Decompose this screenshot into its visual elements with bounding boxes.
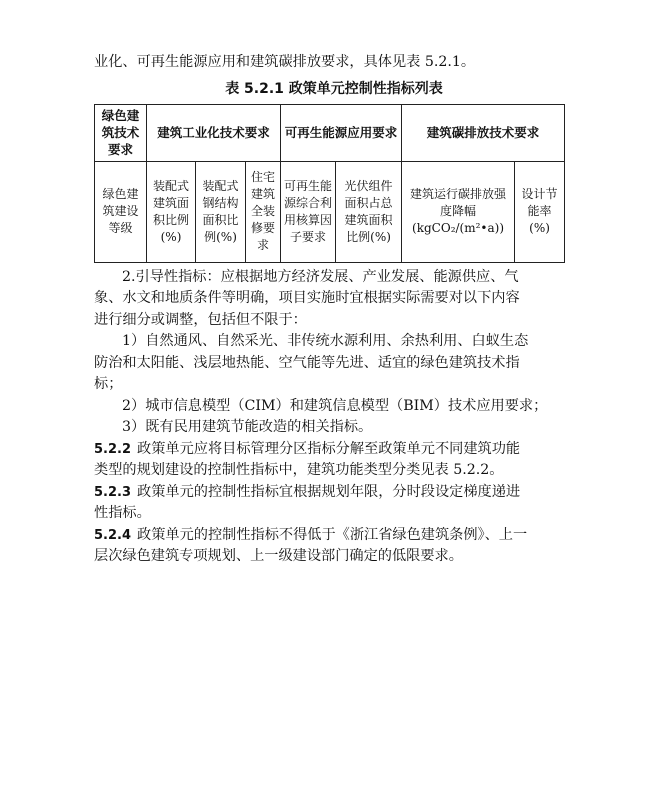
paragraph-line: 1）自然通风、自然采光、非传统水源利用、余热利用、白蚁生态 bbox=[122, 333, 529, 349]
paragraph-line: 2）城市信息模型（CIM）和建筑信息模型（BIM）技术应用要求； bbox=[122, 397, 548, 414]
paragraph-line: 2.引导性指标：应根据地方经济发展、产业发展、能源供应、气 bbox=[122, 268, 519, 285]
table-cell: 绿色建筑建设等级 bbox=[95, 161, 147, 262]
section-number: 5.2.3 bbox=[94, 484, 132, 500]
table-row bbox=[95, 161, 565, 262]
paragraph-line: 防治和太阳能、浅层地热能、空气能等先进、适宜的绿色建筑技术指 bbox=[94, 354, 520, 371]
section-5-2-3 bbox=[94, 482, 564, 525]
table-cell: 住宅建筑全装修要求 bbox=[246, 161, 281, 262]
indicator-table bbox=[94, 104, 565, 263]
table-cell: 建筑运行碳排放强度降幅(kgCO₂/(m²•a)) bbox=[402, 161, 515, 262]
table-cell: 装配式钢结构面积比例(%) bbox=[196, 161, 246, 262]
header-green-building: 绿色建筑技术要求 bbox=[95, 104, 147, 161]
document-page bbox=[94, 52, 564, 568]
section-number: 5.2.4 bbox=[94, 527, 132, 543]
table-cell: 设计节能率(%) bbox=[515, 161, 565, 262]
paragraph-line: 3）既有民用建筑节能改造的相关指标。 bbox=[122, 419, 373, 435]
intro-line: 业化、可再生能源应用和建筑碳排放要求，具体见表 5.2.1。 bbox=[94, 54, 476, 70]
section-text: 政策单元的控制性指标不得低于《浙江省绿色建筑条例》、上一 bbox=[137, 526, 528, 543]
table-cell: 可再生能源综合利用核算因子要求 bbox=[281, 161, 336, 262]
section-number: 5.2.2 bbox=[94, 441, 132, 457]
section-5-2-2 bbox=[94, 439, 564, 482]
header-renewable-energy: 可再生能源应用要求 bbox=[281, 104, 402, 161]
guidance-paragraph bbox=[94, 267, 564, 439]
section-text: 层次绿色建筑专项规划、上一级建设部门确定的低限要求。 bbox=[94, 548, 463, 564]
paragraph-line: 象、水文和地质条件等明确，项目实施时宜根据实际需要对以下内容 bbox=[94, 290, 520, 306]
table-cell: 装配式建筑面积比例(%) bbox=[147, 161, 196, 262]
paragraph-line: 标； bbox=[94, 376, 123, 392]
table-header-row bbox=[95, 104, 565, 161]
section-5-2-4 bbox=[94, 525, 564, 568]
section-text: 政策单元的控制性指标宜根据规划年限，分时段设定梯度递进 bbox=[137, 483, 521, 500]
table-cell: 光伏组件面积占总建筑面积比例(%) bbox=[336, 161, 402, 262]
header-carbon-emission: 建筑碳排放技术要求 bbox=[402, 104, 565, 161]
table-title: 表 5.2.1 政策单元控制性指标列表 bbox=[225, 80, 443, 97]
header-industrialization: 建筑工业化技术要求 bbox=[147, 104, 281, 161]
paragraph-line: 进行细分或调整，包括但不限于： bbox=[94, 311, 307, 328]
section-text: 政策单元应将目标管理分区指标分解至政策单元不同建筑功能 bbox=[137, 440, 521, 457]
section-text: 类型的规划建设的控制性指标中，建筑功能类型分类见表 5.2.2。 bbox=[94, 462, 504, 478]
section-text: 性指标。 bbox=[94, 505, 151, 521]
